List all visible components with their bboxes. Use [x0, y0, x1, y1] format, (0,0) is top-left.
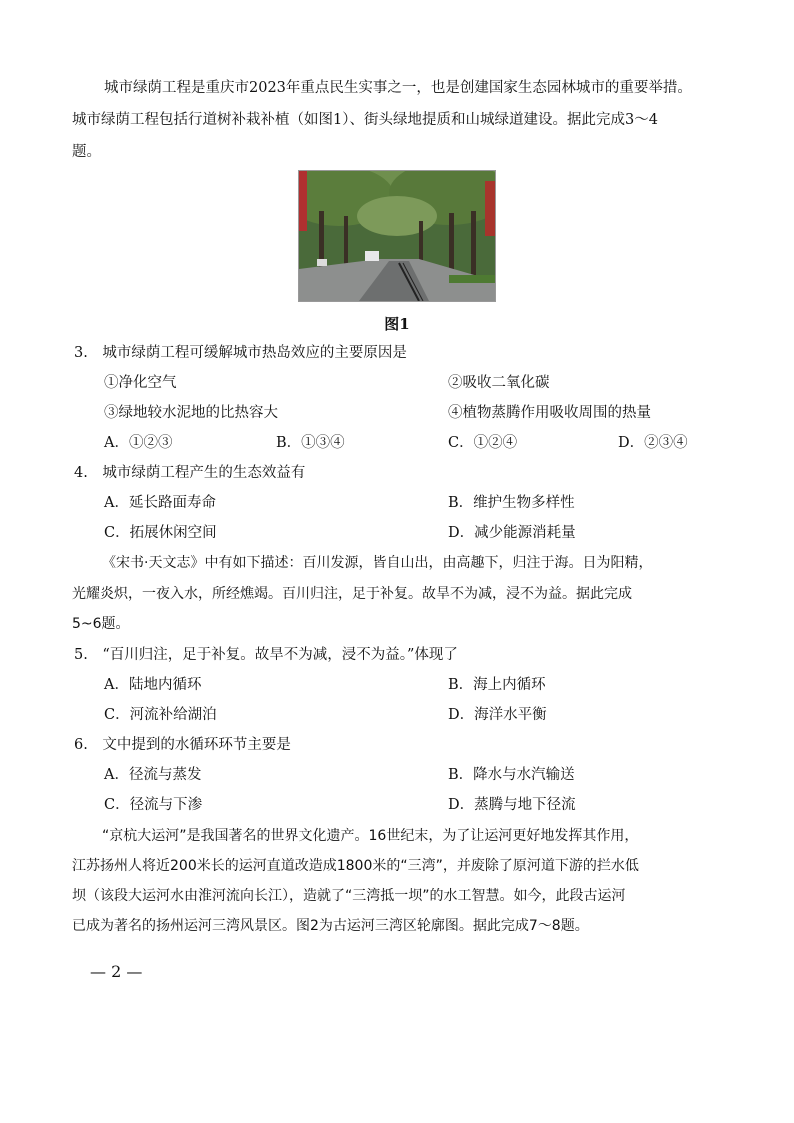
q4-option-d: D．减少能源消耗量 [448, 525, 576, 541]
q6-option-c: C．径流与下渗 [104, 797, 203, 813]
q4-option-c: C．拓展休闲空间 [104, 525, 217, 541]
q6-option-b: B．降水与水汽输送 [448, 767, 575, 783]
q3-statement-3: ③绿地较水泥地的比热容大 [104, 405, 278, 421]
intro3-line1: “京杭大运河”是我国著名的世界文化遗产。16世纪末，为了让运河更好地发挥其作用， [102, 828, 639, 844]
q4-option-a: A．延长路面寿命 [104, 495, 216, 511]
q6-option-a: A．径流与蒸发 [104, 767, 202, 783]
q6-stem: 6. 文中提到的水循环环节主要是 [74, 737, 291, 753]
page-number: — 2 — [90, 962, 143, 981]
figure1-caption: 图1 [384, 315, 410, 333]
q3-option-a: A．①②③ [104, 435, 173, 451]
intro2-line2: 光耀炎炽，一夜入水，所经燋竭。百川归注，足于补复。故旱不为减，浸不为益。据此完成 [72, 586, 632, 602]
intro2-line3: 5~6题。 [72, 616, 130, 632]
q4-stem: 4. 城市绿荫工程产生的生态效益有 [74, 465, 306, 481]
intro3-line2: 江苏扬州人将近200米长的运河直道改造成1800米的“三湾”，并废除了原河道下游的拦水低 [72, 858, 639, 874]
q3-statement-1: ①净化空气 [104, 375, 177, 391]
q5-option-b: B．海上内循环 [448, 677, 546, 693]
intro1-line1: 城市绿荫工程是重庆市2023年重点民生实事之一，也是创建国家生态园林城市的重要举措。 [104, 80, 692, 96]
q3-option-c: C．①②④ [448, 435, 518, 451]
intro1-line3: 题。 [72, 144, 101, 160]
intro2-line1: 《宋书·天文志》中有如下描述：百川发源，皆自山出，由高趣下，归注于海。日为阳精， [102, 555, 653, 571]
tree-lined-road-photo [298, 170, 496, 302]
intro1-line2: 城市绿荫工程包括行道树补栽补植（如图1）、街头绿地提质和山城绿道建设。据此完成3～4 [72, 112, 658, 128]
q3-statement-4: ④植物蒸腾作用吸收周围的热量 [448, 405, 651, 421]
intro3-line4: 已成为著名的扬州运河三湾风景区。图2为古运河三湾区轮廓图。据此完成7～8题。 [72, 918, 589, 934]
q4-option-b: B．维护生物多样性 [448, 495, 575, 511]
q5-option-c: C．河流补给湖泊 [104, 707, 217, 723]
q3-option-d: D．②③④ [618, 435, 688, 451]
q3-option-b: B．①③④ [276, 435, 345, 451]
q5-stem: 5. “百川归注，足于补复。故旱不为减，浸不为益。”体现了 [74, 647, 458, 663]
q3-statement-2: ②吸收二氧化碳 [448, 375, 550, 391]
intro3-line3: 坝（该段大运河水由淮河流向长江），造就了“三湾抵一坝”的水工智慧。如今，此段古运河 [72, 888, 626, 904]
q3-stem: 3. 城市绿荫工程可缓解城市热岛效应的主要原因是 [74, 345, 407, 361]
q6-option-d: D．蒸腾与地下径流 [448, 797, 576, 813]
q5-option-d: D．海洋水平衡 [448, 707, 547, 723]
q5-option-a: A．陆地内循环 [104, 677, 202, 693]
